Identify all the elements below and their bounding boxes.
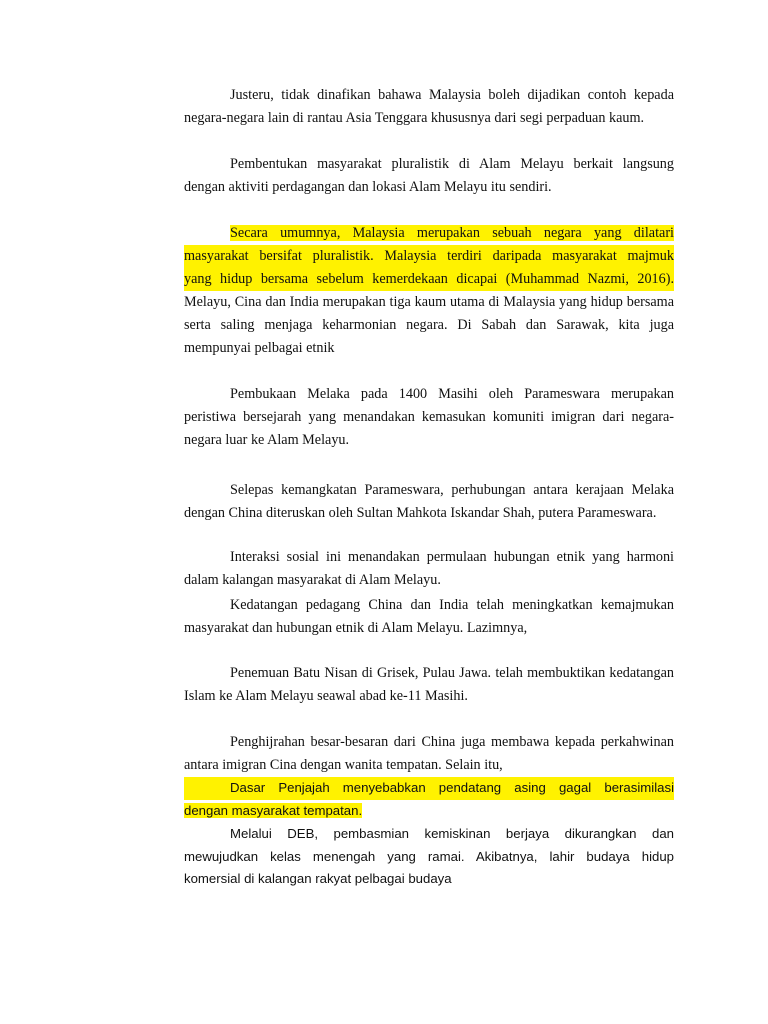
highlighted-text: dengan masyarakat tempatan. [184,802,363,818]
paragraph-penghijrahan [184,731,674,777]
text-line: Penemuan Batu Nisan di Grisek, Pulau Jawa. telah membuktikan kedatangan [230,665,674,681]
highlighted-text: Secara umumnya, Malaysia merupakan sebuah negara yang dilatari [230,225,674,241]
paragraph-pembentukan [184,153,674,199]
text-line: serta saling menjaga keharmonian negara. Di Sabah dan Sarawak, kita juga [184,317,674,333]
text-line: dengan China diteruskan oleh Sultan Mahkota Iskandar Shah, putera Parameswara. [184,505,657,521]
text-line: dalam kalangan masyarakat di Alam Melayu. [184,572,441,588]
paragraph-dasar-penjajah [184,777,674,822]
paragraph-deb [184,823,674,891]
text-line [184,222,674,245]
text-line [184,800,674,823]
text-line: dengan aktiviti perdagangan dan lokasi Alam Melayu itu sendiri. [184,179,552,195]
text-line: negara luar ke Alam Melayu. [184,432,350,448]
paragraph-batu-nisan [184,662,674,708]
text-line: Selepas kemangkatan Parameswara, perhubungan antara kerajaan Melaka [230,482,674,498]
text-line: Penghijrahan besar-besaran dari China juga membawa kepada perkahwinan [230,734,674,750]
text-line: Kedatangan pedagang China dan India telah meningkatkan kemajmukan [230,597,674,613]
text-line: masyarakat dan hubungan etnik di Alam Melayu. Lazimnya, [184,620,528,636]
text-line: Islam ke Alam Melayu seawal abad ke-11 Masihi. [184,688,468,704]
paragraph-parameswara [184,479,674,525]
text-line: Interaksi sosial ini menandakan permulaan hubungan etnik yang harmoni [230,549,674,565]
highlighted-text: masyarakat bersifat pluralistik. Malaysia terdiri daripada masyarakat majmuk [184,245,674,268]
paragraph-perpaduan [184,84,674,130]
paragraph-interaksi [184,546,674,592]
highlighted-text: Dasar Penjajah menyebabkan pendatang asing gagal berasimilasi [184,777,674,800]
text-line: mewujudkan kelas menengah yang ramai. Akibatnya, lahir budaya hidup [184,848,674,864]
text-line: negara-negara lain di rantau Asia Tenggara khususnya dari segi perpaduan kaum. [184,110,645,126]
text-line: Pembentukan masyarakat pluralistik di Alam Melayu berkait langsung [230,156,674,172]
text-line: komersial di kalangan rakyat pelbagai budaya [184,871,452,886]
text-line: Melayu, Cina dan India merupakan tiga kaum utama di Malaysia yang hidup bersama [184,294,674,310]
text-line: Justeru, tidak dinafikan bahawa Malaysia boleh dijadikan contoh kepada [230,87,674,103]
paragraph-pluralistik [184,222,674,360]
text-line: peristiwa bersejarah yang menandakan kemasukan komuniti imigran dari negara- [184,409,674,425]
text-line: Pembukaan Melaka pada 1400 Masihi oleh Parameswara merupakan [230,386,674,402]
paragraph-kedatangan [184,594,674,640]
text-line: mempunyai pelbagai etnik [184,340,335,356]
highlighted-text: yang hidup bersama sebelum kemerdekaan dicapai (Muhammad Nazmi, 2016). [184,268,674,291]
text-line: antara imigran Cina dengan wanita tempatan. Selain itu, [184,757,503,773]
paragraph-melaka [184,383,674,452]
text-line: Melalui DEB, pembasmian kemiskinan berjaya dikurangkan dan [230,826,674,841]
